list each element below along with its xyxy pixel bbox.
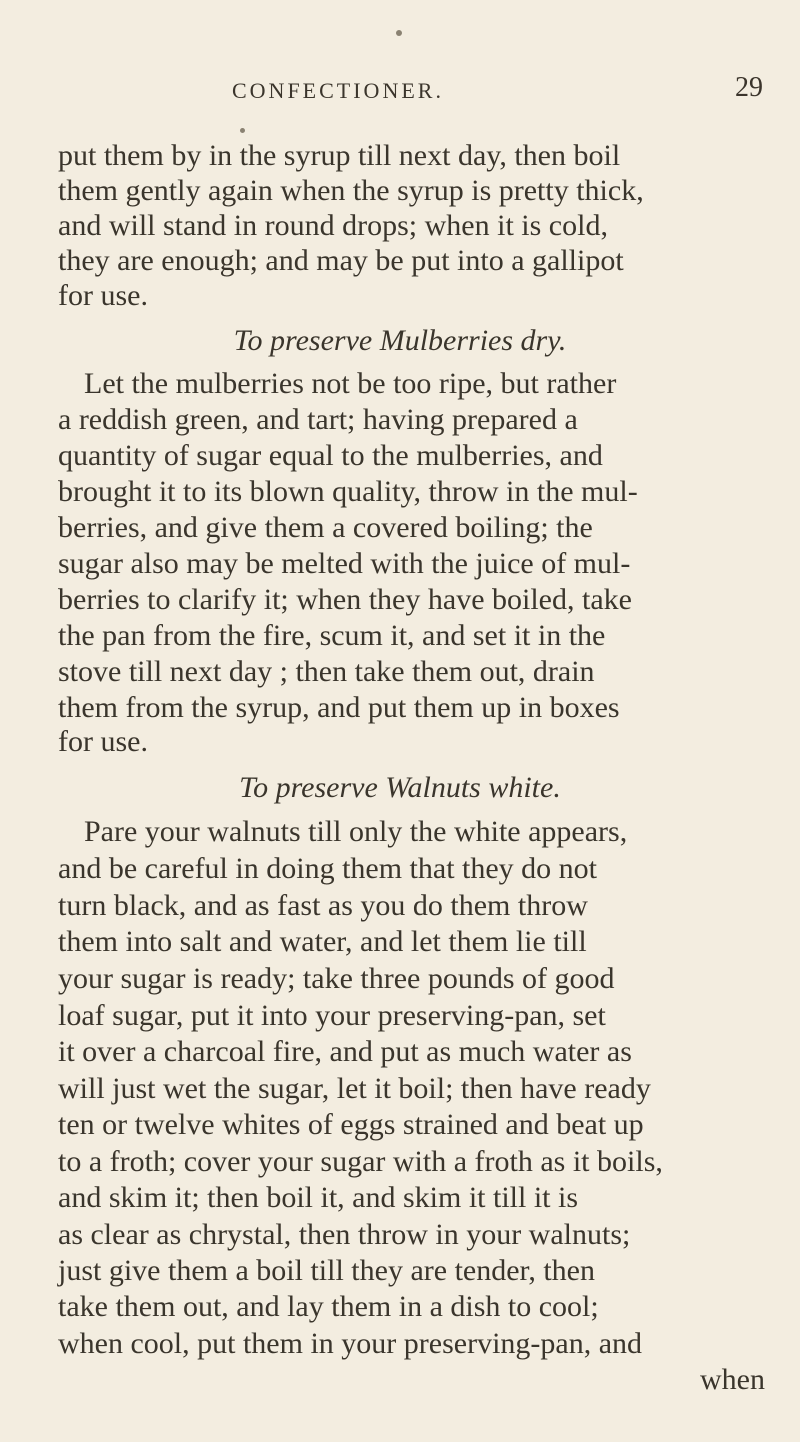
text-line: and will stand in round drops; when it is cold, (58, 209, 608, 242)
text-line: Let the mulberries not be too ripe, but rather (84, 367, 617, 400)
text-line: the pan from the fire, scum it, and set it in the (58, 619, 606, 652)
text-line: sugar also may be melted with the juice of mul- (58, 547, 631, 580)
text-line: a reddish green, and tart; having prepared a (58, 403, 578, 436)
text-line: to a froth; cover your sugar with a froth as it boils, (58, 1145, 663, 1178)
text-line: stove till next day ; then take them out, drain (58, 655, 595, 688)
section-heading: To preserve Walnuts white. (239, 771, 561, 804)
text-line: and skim it; then boil it, and skim it till it is (58, 1181, 579, 1214)
page-number: 29 (735, 72, 763, 103)
text-line: your sugar is ready; take three pounds of good (58, 962, 615, 995)
text-line: them from the syrup, and put them up in boxes (58, 691, 620, 724)
text-line: put them by in the syrup till next day, then boil (58, 139, 621, 172)
text-line: when cool, put them in your preserving-pan, and (58, 1327, 643, 1360)
text-line: them into salt and water, and let them lie till (58, 925, 587, 958)
text-line: quantity of sugar equal to the mulberries, and (58, 439, 603, 472)
text-line: ten or twelve whites of eggs strained and beat up (58, 1108, 644, 1141)
text-line: them gently again when the syrup is pretty thick, (58, 174, 644, 207)
text-line: berries to clarify it; when they have boiled, take (58, 583, 632, 616)
text-line: Pare your walnuts till only the white appears, (84, 815, 628, 848)
text-line: and be careful in doing them that they do not (58, 852, 598, 885)
text-line: they are enough; and may be put into a gallipot (58, 244, 624, 277)
text-line: loaf sugar, put it into your preserving-pan, set (58, 999, 606, 1032)
running-head: CONFECTIONER. (232, 78, 444, 103)
text-line: take them out, and lay them in a dish to cool; (58, 1290, 599, 1323)
text-line: will just wet the sugar, let it boil; then have ready (58, 1072, 651, 1105)
text-line: brought it to its blown quality, throw in the mul- (58, 475, 638, 508)
catchword: when (700, 1363, 765, 1396)
text-line: berries, and give them a covered boiling; the (58, 511, 593, 544)
section-heading: To preserve Mulberries dry. (233, 324, 567, 357)
text-line: it over a charcoal fire, and put as much water as (58, 1035, 632, 1068)
text-line: as clear as chrystal, then throw in your walnuts; (58, 1218, 631, 1251)
ink-speck (240, 128, 245, 133)
page-header (0, 72, 800, 118)
text-line: turn black, and as fast as you do them throw (58, 889, 588, 922)
text-line: just give them a boil till they are tender, then (58, 1254, 595, 1287)
text-line: for use. (58, 725, 148, 758)
text-line: for use. (58, 279, 148, 312)
ink-speck (396, 30, 402, 36)
